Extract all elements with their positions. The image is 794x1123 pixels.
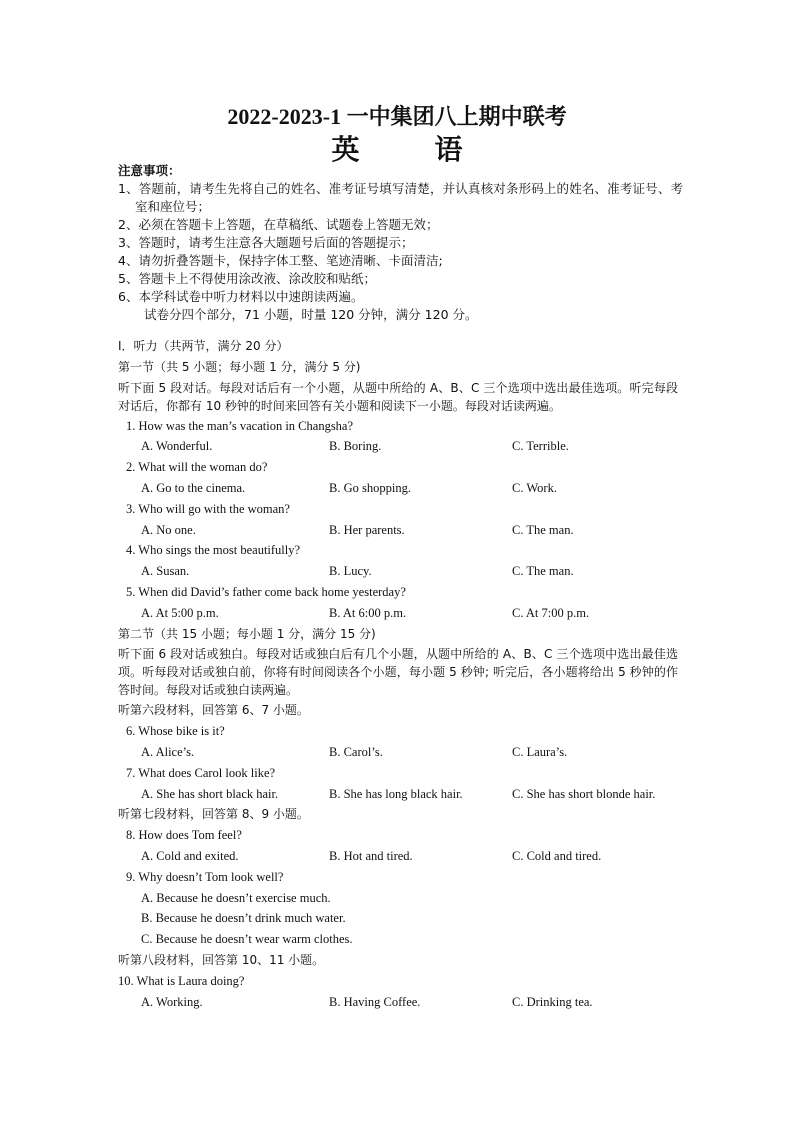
option-a: A. No one.	[141, 522, 196, 537]
option-b: B. Go shopping.	[329, 480, 411, 495]
material-heading: 听第七段材料，回答第 8、9 小题。	[118, 807, 309, 822]
option-c: C. Terrible.	[512, 439, 569, 454]
note-item: 2、必须在答题卡上答题，在草稿纸、试题卷上答题无效；	[118, 217, 439, 232]
option-b: B. Having Coffee.	[329, 994, 421, 1009]
part1-title: 第一节（共 5 小题；每小题 1 分，满分 5 分)	[118, 359, 361, 374]
note-item: 5、答题卡上不得使用涂改液、涂改胶和贴纸；	[118, 271, 376, 286]
question-9: 9. Why doesn’t Tom look well?	[126, 869, 284, 884]
option-b: B. She has long black hair.	[329, 786, 463, 801]
question-6: 6. Whose bike is it?	[126, 724, 225, 739]
option-a: A. Because he doesn’t exercise much.	[141, 890, 331, 905]
exam-intro: 试卷分四个部分，71 小题，时量 120 分钟，满分 120 分。	[144, 307, 478, 322]
question-4: 4. Who sings the most beautifully?	[126, 543, 301, 558]
question-10: 10. What is Laura doing?	[118, 973, 245, 988]
options-5	[118, 603, 678, 624]
options-8	[118, 846, 678, 867]
section-title: I．听力（共两节，满分 20 分）	[118, 339, 289, 353]
option-b: B. Hot and tired.	[329, 848, 413, 863]
note-item: 1、答题前，请考生先将自己的姓名、准考证号填写清楚，并认真核对条形码上的姓名、准考证号、考室和座位号；	[118, 181, 683, 214]
part1-instructions: 听下面 5 段对话。每段对话后有一个小题，从题中所给的 A、B、C 三个选项中选出最佳选项。听完每段对话后，你都有 10 秒钟的时间来回答有关小题和阅读下一小题。每段对话读两遍。	[118, 380, 678, 413]
option-a: A. Cold and exited.	[141, 848, 239, 863]
option-a: A. She has short black hair.	[141, 786, 279, 801]
options-6	[118, 742, 678, 763]
options-3	[118, 520, 678, 541]
part2-title: 第二节（共 15 小题；每小题 1 分，满分 15 分)	[118, 626, 376, 641]
options-7	[118, 784, 678, 805]
question-1: 1. How was the man’s vacation in Changsha?	[126, 418, 354, 433]
question-3: 3. Who will go with the woman?	[126, 501, 290, 516]
material-heading: 听第八段材料，回答第 10、11 小题。	[118, 952, 325, 967]
option-a: A. Wonderful.	[141, 439, 213, 454]
option-c: C. Because he doesn’t wear warm clothes.	[141, 932, 353, 947]
option-b: B. Her parents.	[329, 522, 405, 537]
listening-section	[118, 336, 678, 1012]
note-item: 3、答题时，请考生注意各大题题号后面的答题提示；	[118, 235, 414, 250]
option-a: A. At 5:00 p.m.	[141, 605, 219, 620]
exam-title: 2022-2023-1 一中集团八上期中联考	[227, 104, 567, 129]
option-c: C. She has short blonde hair.	[512, 786, 656, 801]
option-c: C. The man.	[512, 564, 574, 579]
part2-instructions: 听下面 6 段对话或独白。每段对话或独白后有几个小题，从题中所给的 A、B、C 三个选项中选出最佳选项。听每段对话或独白前，你将有时间阅读各个小题，每小题 5 秒钟; 听完后，各小题将给出 5 秒钟的作答时间。每段对话或独白读两遍。	[118, 647, 678, 698]
question-8: 8. How does Tom feel?	[126, 828, 242, 843]
options-10	[118, 992, 678, 1013]
note-item: 6、本学科试卷中听力材料以中速朗读两遍。	[118, 289, 364, 304]
question-7: 7. What does Carol look like?	[126, 765, 276, 780]
question-2: 2. What will the woman do?	[126, 460, 268, 475]
option-b: B. At 6:00 p.m.	[329, 605, 407, 620]
option-c: C. Laura’s.	[512, 744, 568, 759]
option-c: C. Work.	[512, 480, 557, 495]
notes-heading: 注意事项：	[118, 163, 181, 178]
option-a: A. Go to the cinema.	[141, 480, 246, 495]
options-1	[118, 436, 678, 457]
option-c: C. Drinking tea.	[512, 994, 593, 1009]
note-item: 4、请勿折叠答题卡，保持字体工整、笔迹清晰、卡面清洁;	[118, 253, 443, 268]
option-a: A. Working.	[141, 994, 203, 1009]
option-b: B. Boring.	[329, 439, 382, 454]
option-c: C. Cold and tired.	[512, 848, 602, 863]
option-b: B. Because he doesn’t drink much water.	[141, 911, 346, 926]
option-a: A. Alice’s.	[141, 744, 195, 759]
option-b: B. Carol’s.	[329, 744, 383, 759]
notes-section	[118, 162, 683, 324]
subject-title: 英 语	[331, 135, 497, 166]
option-c: C. The man.	[512, 522, 574, 537]
options-2	[118, 478, 678, 499]
option-a: A. Susan.	[141, 564, 190, 579]
options-4	[118, 561, 678, 582]
question-5: 5. When did David’s father come back home yesterday?	[126, 584, 406, 599]
option-c: C. At 7:00 p.m.	[512, 605, 590, 620]
material-heading: 听第六段材料，回答第 6、7 小题。	[118, 703, 309, 718]
option-b: B. Lucy.	[329, 564, 372, 579]
